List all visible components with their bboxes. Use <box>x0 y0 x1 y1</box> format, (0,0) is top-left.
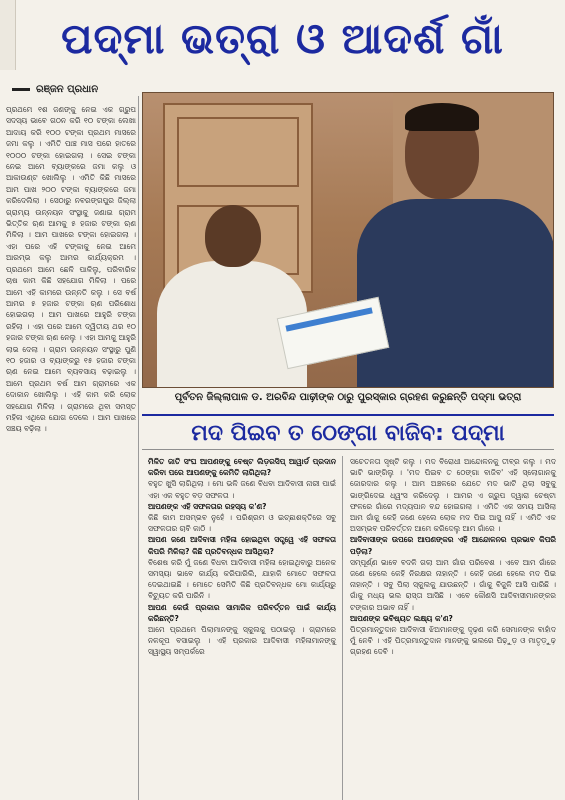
byline-rule <box>12 88 30 91</box>
article-left-column: ପ୍ରଥମେ ୧ଶ ଜଣଙ୍କୁ ନେଇ ଏକ ଗ୍ରୁପ ସଦସ୍ୟ ଭାବେ ଗଠନ କରି ୧୦ ଟଙ୍କା ଲେଖା ଆଦାୟ କରି ୧୦୦ ଟଙ୍କା ପ୍ରଥମ ମାସରେ ଜମା କଲୁ । ଏମିତି ପାଞ୍ଚ ମାସ ପରେ ହାତରେ ୧୦୦୦ ଟଙ୍କା ହୋଇଗଲା । ସେଇ ଟଙ୍କା ନେଇ ଆମେ ବ୍ୟାଙ୍କରେ ଜମା କଲୁ ଓ ଆକାଉଣ୍ଟ ଖୋଲିଲୁ । ଏମିତି କିଛି ମାସରେ ଆମ ପାଖ ୨୦୦ ଟଙ୍କା ବ୍ୟାଙ୍କରେ ଜମା କରିଦେଲିଲା । ସେଠାରୁ ନବରଙ୍ଗପୁର ଜିଲ୍ଲା ଗ୍ରାମ୍ୟ ଉନ୍ନୟନ ସଂସ୍ଥାକୁ ଜଣାଇ ଗ୍ରାମ ଭିତ୍ତିକ ଋଣ ଆମକୁ ୫ ହଜାର ଟଙ୍କା ଋଣ ମିଳିଲା । ଆମ ପାଖରେ ଟଙ୍କା ହୋଇଗଲା । ଏହା ପରେ ଏହି ଟଙ୍କାକୁ ନେଇ ଆମେ ଆରମ୍ଭ କଲୁ ଆମର କାର୍ଯ୍ୟକ୍ରମ । ପ୍ରଥମେ ଆମେ ଛେଳି ପାଳିଲୁ, ପରିବାରିକ ଚାଷ କାମ କିଛି ସହଯୋଗ ମିଳିଲା । ପରେ ଆମେ ଏହି କାମରେ ଉନ୍ନତି କଲୁ । ସେ ବର୍ଷ ଆମର ୫ ହଜାର ଟଙ୍କା ଋଣ ପରିଶୋଧ ହୋଇଗଲା । ଆମ ପାଖରେ ଆହୁରି ଟଙ୍କା ରହିଲା । ଏହା ପରେ ଆମେ ଦ୍ୱିତୀୟ ଥର ୧୦ ହଜାର ଟଙ୍କା ଋଣ ନେଲୁ । ଏହା ଆମକୁ ଆହୁରି ଲାଭ ଦେଲା । ଗ୍ରାମ ଉନ୍ନୟନ ସଂସ୍ଥାରୁ ପୁଣି ୧୦ ହଜାର ଓ ବ୍ୟାଙ୍କରୁ ୧୫ ହଜାର ଟଙ୍କା ଋଣ ନେଇ ଆମେ ବ୍ୟବସାୟ ବଢ଼ାଇଲୁ । ଆମେ ପ୍ରଥମ ବର୍ଷ ଆମ ଗ୍ରାମରେ ଏକ ଦୋକାନ ଖୋଲିଲୁ । ଏହି କାମ କରି ଲୋକ ସହଯୋଗ ମିଳିଲା । ଗ୍ରାମରେ ଥିବା ସମସ୍ତ ମହିଳା ଏଥିରେ ଯୋଗ ଦେଲେ । ଆମ ପାଖରେ ସଞ୍ଚୟ ବଢ଼ିଲା । <box>6 105 136 434</box>
qa-block <box>350 456 556 534</box>
qa-block <box>148 501 336 535</box>
column-divider-right <box>342 456 343 800</box>
qa-question: ଆପଣଙ୍କ ଭବିଷ୍ୟତ ଲକ୍ଷ୍ୟ କ'ଣ? <box>350 613 453 623</box>
qa-intro-question: ମିଳିତ ଜାତି ସଂଘ ଆପଣଙ୍କୁ ବେଷ୍ଟ ଲିଡ଼ରସିପ୍ ଆୱାର୍ଡ ପ୍ରଦାନ କରିବା ପରେ ଆପଣଙ୍କୁ କେମିତି ଲାଗିଥିଲା? <box>148 457 336 478</box>
qa-block <box>350 613 556 658</box>
qa-answer: କିଛି କାମ ଅସମ୍ଭବ ନୁହେଁ । ପରିଶ୍ରମ ଓ ଇଚ୍ଛାଶକ୍ତିରେ ସବୁ ସଫଳତାର ଚାବି କାଠି । <box>148 513 336 534</box>
qa-answer: ସମ୍ପୂର୍ଣ୍ଣ ଭାବେ ବଦଳି ଗଲା ଆମ ଗାଁର ପରିବେଶ । ଏବେ ଆମ ଗାଁରେ ଜଣେ ହେଲେ କେହି ନିରକ୍ଷର ନାହାନ୍ତି । କେହି ଜଣେ ହେଲେ ମଦ ପିଇ ନାହାନ୍ତି । ସବୁ ପିଲା ସ୍କୁଲକୁ ଯାଉଛନ୍ତି । ଗାଁକୁ ବିଜୁଳି ଆସି ପାରିଛି । ଗାଁକୁ ମଧ୍ୟ ଭଲ ରାସ୍ତା ଆସିଛି । ଏବେ କୌଣସି ଆଦିବାସୀମାନଙ୍କର ଟଙ୍କାର ଅଭାବ ନାହିଁ । <box>350 557 556 612</box>
page-headline: ପଦ୍ମା ଭତ୍ରା ଓ ଆଦର୍ଶ ଗାଁ <box>61 14 504 63</box>
door-panel <box>177 117 299 187</box>
woman-head <box>205 205 261 267</box>
qa-block <box>148 456 336 478</box>
adjacent-article-fragment <box>0 0 16 70</box>
qa-question: ଆଦିବାସୀଙ୍କ ଉପରେ ଆପଣଙ୍କର ଏହି ଆନ୍ଦୋଳନର ପ୍ରଭାବ କିପରି ପଡ଼ିଲା? <box>350 535 556 556</box>
award-photo <box>142 92 554 388</box>
interview-headline: ମଦ ପିଇବ ତ ଠେଙ୍ଗା ବାଜିବ: ପଦ୍ମା <box>142 414 554 450</box>
qa-answer: ଆମେ ପ୍ରଥମେ ପିଲାମାନଙ୍କୁ ସ୍କୁଲକୁ ପଠାଇଲୁ । ଗ୍ରାମରେ ନଳକୂପ ବସାଇଲୁ । ଏହି ପ୍ରକାର ଆଦିବାସୀ ମହିଳାମାନଙ୍କୁ ସ୍ୱାସ୍ଥ୍ୟ ସମ୍ପର୍କରେ <box>148 625 336 657</box>
qa-block <box>350 534 556 612</box>
qa-answer: ପିତ୍ରମାନ୍ତୁଦାନ ଆଦିବାସୀ ଝିଅମାନଙ୍କୁ ଦୃଢ଼ଣ କରି ସେମାନଙ୍କ ବାହାଁଦ ମୁଁ ନେବି । ଏହି ପିତ୍ରମାନ୍ତୁଦାନ ମାନଙ୍କୁ ଭଲରେ ପିଢ଼ୁଡ଼ ଓ ମାତୃଡ଼ୁଢ଼ ଗ୍ରହଣ ଦେବି । <box>350 625 556 657</box>
byline-author: ରଞ୍ଜନ ପ୍ରଧାନ <box>36 83 99 95</box>
interview-column-middle <box>142 456 342 800</box>
man-figure <box>357 199 554 388</box>
qa-question: ଆପଣଙ୍କ ଏହି ସଫଳତାର ରହସ୍ୟ କ'ଣ? <box>148 501 267 511</box>
qa-question: ଆପଣ ଜଣେ ଆଦିବାସୀ ମହିଳା ହୋଇଥିବା ସତ୍ତ୍ୱେ ଏହି ସଫଳତା କିପରି ମିଳିଲା? କିଛି ପ୍ରତିବନ୍ଧକ ଆସିଥିଲା? <box>148 535 336 556</box>
byline <box>12 80 98 98</box>
qa-answer: ବହୁତ ଖୁସି ଲାଗିଥିଲା । ମୋ ଭଳି ଜଣେ ବିଧବା ଆଦିବାସୀ ନାରୀ ପାଇଁ ଏହା ଏକ ବହୁତ ବଡ଼ ସଫଳତା । <box>148 479 336 500</box>
qa-block <box>148 602 336 658</box>
man-hair <box>405 103 479 131</box>
interview-column-right <box>344 456 560 800</box>
qa-block <box>148 478 336 500</box>
photo-caption: ପୂର୍ବତନ ଜିଲ୍ଲାପାଳ ଡ. ଅରବିନ୍ଦ ପାଢ଼ୀଙ୍କ ଠାରୁ ପୁରସ୍କାର ଗ୍ରହଣ କରୁଛନ୍ତି ପଦ୍ମା ଭତ୍ରା <box>174 392 522 403</box>
qa-answer: ସଚେତନତା ସୃଷ୍ଟି କଲୁ । ମଦ ବିରୋଧୀ ଆନ୍ଦୋଳନକୁ ତୀବ୍ର କଲୁ । ମଦ ଭାଟି ଭାଙ୍ଗିଲୁ । 'ମଦ ପିଇବ ତ ଠେଙ୍ଗା ବାଜିବ' ଏହି ସ୍ଲୋଗାନକୁ ଜୋରଦାର କଲୁ । ଆମ ଅଞ୍ଚଳରେ ଯେତେ ମଦ ଭାଟି ଥିଲା ସବୁକୁ ଭାଙ୍ଗିଦେଇ ଧ୍ୱଂସ କରିଦେଲୁ । ଆମର ଏ ଗ୍ରୁପ ଦ୍ୱାରା ଚେଷ୍ଟା ଫଳରେ ଗାଁରେ ମଦ୍ୟପାନ ବନ୍ଦ ହୋଇଗଲା । ଏମିତି ଏକ ସମୟ ଆସିଲା ଆମ ଗାଁକୁ କେହି ଜଣେ ହେଲେ ଲୋକ ମଦ ପିଇ ଆସୁ ନାହିଁ । ଏମିତି ଏକ ଅସମ୍ଭବ ପରିବର୍ତ୍ତନ ଆମେ କରିଦେଲୁ ଆମ ଗାଁରେ । <box>350 457 556 534</box>
qa-block <box>148 534 336 601</box>
qa-question: ଆପଣ କେଉଁ ପ୍ରକାର ସାମାଜିକ ପରିବର୍ତ୍ତନ ପାଇଁ କାର୍ଯ୍ୟ କରିଛନ୍ତି? <box>148 602 336 623</box>
qa-answer: ବିଶେଷ କରି ମୁଁ ଜଣେ ବିଧବା ଆଦିବାସୀ ମହିଳା ହୋଇଥିବାରୁ ଅନେକ ସମସ୍ୟା ଭାବେ କାର୍ଯ୍ୟ କରିପାରିଲି, ଯାହାକି ମୋତେ ସଫଳତା ଦେଇଥାଇଛି । ମୋତେ ସେମିତି କିଛି ପ୍ରତିବନ୍ଧକ ମୋ କାର୍ଯ୍ୟରୁ ବିଚ୍ୟୁତ କରି ପାରିନି । <box>148 557 336 601</box>
